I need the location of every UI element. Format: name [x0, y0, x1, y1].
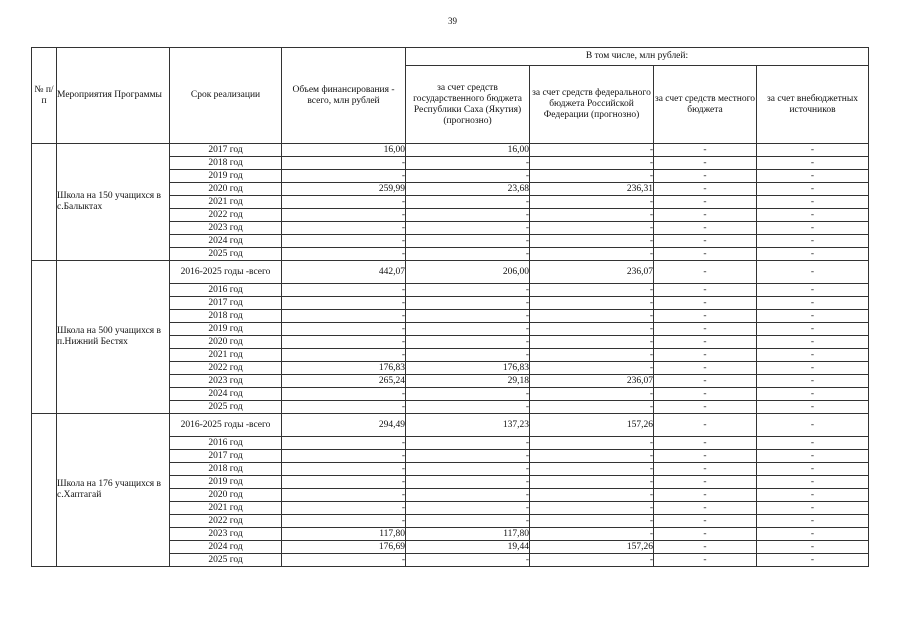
federal-cell: - — [530, 157, 654, 170]
state-cell: - — [406, 157, 530, 170]
extra-cell: - — [757, 336, 869, 349]
federal-cell: - — [530, 401, 654, 414]
period-cell: 2022 год — [170, 515, 282, 528]
federal-cell: - — [530, 336, 654, 349]
extra-cell: - — [757, 323, 869, 336]
state-cell: - — [406, 476, 530, 489]
extra-cell: - — [757, 284, 869, 297]
federal-cell: - — [530, 209, 654, 222]
state-cell: - — [406, 222, 530, 235]
total-cell: - — [282, 297, 406, 310]
local-cell: - — [654, 209, 757, 222]
extra-cell: - — [757, 489, 869, 502]
federal-cell: 236,31 — [530, 183, 654, 196]
federal-cell: - — [530, 463, 654, 476]
period-cell: 2017 год — [170, 450, 282, 463]
state-cell: - — [406, 196, 530, 209]
extra-cell: - — [757, 144, 869, 157]
extra-cell: - — [757, 362, 869, 375]
local-cell: - — [654, 235, 757, 248]
state-cell: 206,00 — [406, 261, 530, 284]
period-cell: 2024 год — [170, 388, 282, 401]
state-cell: 19,44 — [406, 541, 530, 554]
extra-cell: - — [757, 437, 869, 450]
period-cell: 2019 год — [170, 170, 282, 183]
period-cell: 2024 год — [170, 235, 282, 248]
federal-cell: - — [530, 554, 654, 567]
state-cell: - — [406, 209, 530, 222]
total-cell: 176,69 — [282, 541, 406, 554]
local-cell: - — [654, 336, 757, 349]
federal-cell: - — [530, 362, 654, 375]
federal-cell: - — [530, 450, 654, 463]
local-cell: - — [654, 375, 757, 388]
local-cell: - — [654, 476, 757, 489]
federal-cell: - — [530, 515, 654, 528]
federal-cell: - — [530, 222, 654, 235]
header-measure: Мероприятия Программы — [57, 48, 170, 144]
total-cell: 176,83 — [282, 362, 406, 375]
state-cell: - — [406, 284, 530, 297]
state-cell: - — [406, 248, 530, 261]
federal-cell: - — [530, 144, 654, 157]
extra-cell: - — [757, 157, 869, 170]
local-cell: - — [654, 323, 757, 336]
extra-cell: - — [757, 196, 869, 209]
total-cell: 259,99 — [282, 183, 406, 196]
state-cell: - — [406, 170, 530, 183]
state-cell: 117,80 — [406, 528, 530, 541]
federal-cell: - — [530, 235, 654, 248]
header-extra: за счет внебюджетных источников — [757, 66, 869, 144]
summary-row — [32, 261, 869, 284]
period-cell: 2018 год — [170, 310, 282, 323]
total-cell: - — [282, 476, 406, 489]
extra-cell: - — [757, 502, 869, 515]
state-cell: 23,68 — [406, 183, 530, 196]
period-cell: 2025 год — [170, 248, 282, 261]
extra-cell: - — [757, 261, 869, 284]
period-cell: 2022 год — [170, 209, 282, 222]
total-cell: 16,00 — [282, 144, 406, 157]
period-cell: 2025 год — [170, 554, 282, 567]
local-cell: - — [654, 528, 757, 541]
state-cell: - — [406, 336, 530, 349]
local-cell: - — [654, 541, 757, 554]
total-cell: - — [282, 235, 406, 248]
extra-cell: - — [757, 476, 869, 489]
local-cell: - — [654, 261, 757, 284]
federal-cell: - — [530, 528, 654, 541]
total-cell: - — [282, 222, 406, 235]
state-cell: - — [406, 235, 530, 248]
state-cell: - — [406, 463, 530, 476]
federal-cell: - — [530, 170, 654, 183]
total-cell: - — [282, 170, 406, 183]
header-state: за счет средств государственного бюджета Республики Саха (Якутия) (прогнозно) — [406, 66, 530, 144]
extra-cell: - — [757, 297, 869, 310]
header-local: за счет средств местного бюджета — [654, 66, 757, 144]
period-cell: 2016-2025 годы -всего — [170, 261, 282, 284]
period-cell: 2023 год — [170, 375, 282, 388]
total-cell: - — [282, 463, 406, 476]
page-number: 39 — [448, 16, 457, 26]
local-cell: - — [654, 170, 757, 183]
header-period: Срок реализации — [170, 48, 282, 144]
total-cell: - — [282, 437, 406, 450]
total-cell: - — [282, 248, 406, 261]
extra-cell: - — [757, 183, 869, 196]
total-cell: - — [282, 502, 406, 515]
federal-cell: - — [530, 297, 654, 310]
federal-cell: - — [530, 323, 654, 336]
local-cell: - — [654, 554, 757, 567]
header-num: № п/п — [32, 48, 57, 144]
measure-name: Школа на 176 учащихся в с.Хаптагай — [57, 414, 170, 567]
period-cell: 2016-2025 годы -всего — [170, 414, 282, 437]
total-cell: - — [282, 284, 406, 297]
total-cell: - — [282, 489, 406, 502]
period-cell: 2020 год — [170, 336, 282, 349]
measure-name: Школа на 500 учащихся в п.Нижний Бестях — [57, 261, 170, 414]
total-cell: - — [282, 388, 406, 401]
period-cell: 2025 год — [170, 401, 282, 414]
extra-cell: - — [757, 401, 869, 414]
local-cell: - — [654, 297, 757, 310]
table-row — [32, 144, 869, 157]
extra-cell: - — [757, 209, 869, 222]
row-number-cell — [32, 261, 57, 414]
state-cell: - — [406, 554, 530, 567]
table-header — [32, 48, 869, 144]
total-cell: - — [282, 401, 406, 414]
extra-cell: - — [757, 554, 869, 567]
federal-cell: - — [530, 489, 654, 502]
state-cell: - — [406, 388, 530, 401]
total-cell: - — [282, 349, 406, 362]
total-cell: 265,24 — [282, 375, 406, 388]
period-cell: 2020 год — [170, 489, 282, 502]
state-cell: - — [406, 349, 530, 362]
period-cell: 2021 год — [170, 349, 282, 362]
total-cell: 294,49 — [282, 414, 406, 437]
period-cell: 2018 год — [170, 463, 282, 476]
local-cell: - — [654, 310, 757, 323]
extra-cell: - — [757, 388, 869, 401]
period-cell: 2018 год — [170, 157, 282, 170]
total-cell: 442,07 — [282, 261, 406, 284]
extra-cell: - — [757, 414, 869, 437]
total-cell: - — [282, 157, 406, 170]
federal-cell: - — [530, 388, 654, 401]
local-cell: - — [654, 463, 757, 476]
state-cell: - — [406, 450, 530, 463]
federal-cell: - — [530, 437, 654, 450]
extra-cell: - — [757, 375, 869, 388]
period-cell: 2019 год — [170, 323, 282, 336]
period-cell: 2017 год — [170, 297, 282, 310]
total-cell: - — [282, 310, 406, 323]
federal-cell: - — [530, 310, 654, 323]
total-cell: - — [282, 450, 406, 463]
total-cell: - — [282, 554, 406, 567]
local-cell: - — [654, 183, 757, 196]
row-number-cell — [32, 414, 57, 567]
local-cell: - — [654, 157, 757, 170]
financing-table — [31, 47, 869, 567]
period-cell: 2023 год — [170, 222, 282, 235]
period-cell: 2024 год — [170, 541, 282, 554]
header-including: В том числе, млн рублей: — [406, 48, 869, 66]
local-cell: - — [654, 401, 757, 414]
state-cell: 137,23 — [406, 414, 530, 437]
state-cell: 176,83 — [406, 362, 530, 375]
state-cell: 16,00 — [406, 144, 530, 157]
state-cell: - — [406, 323, 530, 336]
extra-cell: - — [757, 450, 869, 463]
local-cell: - — [654, 248, 757, 261]
total-cell: - — [282, 336, 406, 349]
federal-cell: - — [530, 284, 654, 297]
total-cell: - — [282, 209, 406, 222]
period-cell: 2016 год — [170, 284, 282, 297]
extra-cell: - — [757, 222, 869, 235]
total-cell: 117,80 — [282, 528, 406, 541]
local-cell: - — [654, 284, 757, 297]
header-federal: за счет средств федерального бюджета Российской Федерации (прогнозно) — [530, 66, 654, 144]
extra-cell: - — [757, 310, 869, 323]
period-cell: 2017 год — [170, 144, 282, 157]
state-cell: - — [406, 437, 530, 450]
extra-cell: - — [757, 463, 869, 476]
state-cell: - — [406, 297, 530, 310]
extra-cell: - — [757, 349, 869, 362]
extra-cell: - — [757, 235, 869, 248]
row-number-cell — [32, 144, 57, 261]
federal-cell: 157,26 — [530, 541, 654, 554]
total-cell: - — [282, 196, 406, 209]
period-cell: 2021 год — [170, 502, 282, 515]
total-cell: - — [282, 515, 406, 528]
local-cell: - — [654, 144, 757, 157]
period-cell: 2022 год — [170, 362, 282, 375]
federal-cell: - — [530, 476, 654, 489]
extra-cell: - — [757, 528, 869, 541]
extra-cell: - — [757, 515, 869, 528]
header-total: Объем финансирования - всего, млн рублей — [282, 48, 406, 144]
federal-cell: - — [530, 196, 654, 209]
state-cell: - — [406, 489, 530, 502]
local-cell: - — [654, 515, 757, 528]
federal-cell: - — [530, 349, 654, 362]
extra-cell: - — [757, 248, 869, 261]
federal-cell: 157,26 — [530, 414, 654, 437]
period-cell: 2023 год — [170, 528, 282, 541]
local-cell: - — [654, 388, 757, 401]
state-cell: 29,18 — [406, 375, 530, 388]
period-cell: 2020 год — [170, 183, 282, 196]
federal-cell: - — [530, 248, 654, 261]
local-cell: - — [654, 196, 757, 209]
local-cell: - — [654, 222, 757, 235]
local-cell: - — [654, 362, 757, 375]
local-cell: - — [654, 502, 757, 515]
extra-cell: - — [757, 541, 869, 554]
extra-cell: - — [757, 170, 869, 183]
measure-name: Школа на 150 учащихся в с.Балыктах — [57, 144, 170, 261]
state-cell: - — [406, 310, 530, 323]
period-cell: 2021 год — [170, 196, 282, 209]
federal-cell: 236,07 — [530, 261, 654, 284]
state-cell: - — [406, 401, 530, 414]
local-cell: - — [654, 450, 757, 463]
table-body — [32, 144, 869, 567]
period-cell: 2016 год — [170, 437, 282, 450]
local-cell: - — [654, 489, 757, 502]
local-cell: - — [654, 437, 757, 450]
local-cell: - — [654, 414, 757, 437]
state-cell: - — [406, 515, 530, 528]
summary-row — [32, 414, 869, 437]
federal-cell: - — [530, 502, 654, 515]
federal-cell: 236,07 — [530, 375, 654, 388]
period-cell: 2019 год — [170, 476, 282, 489]
total-cell: - — [282, 323, 406, 336]
local-cell: - — [654, 349, 757, 362]
state-cell: - — [406, 502, 530, 515]
